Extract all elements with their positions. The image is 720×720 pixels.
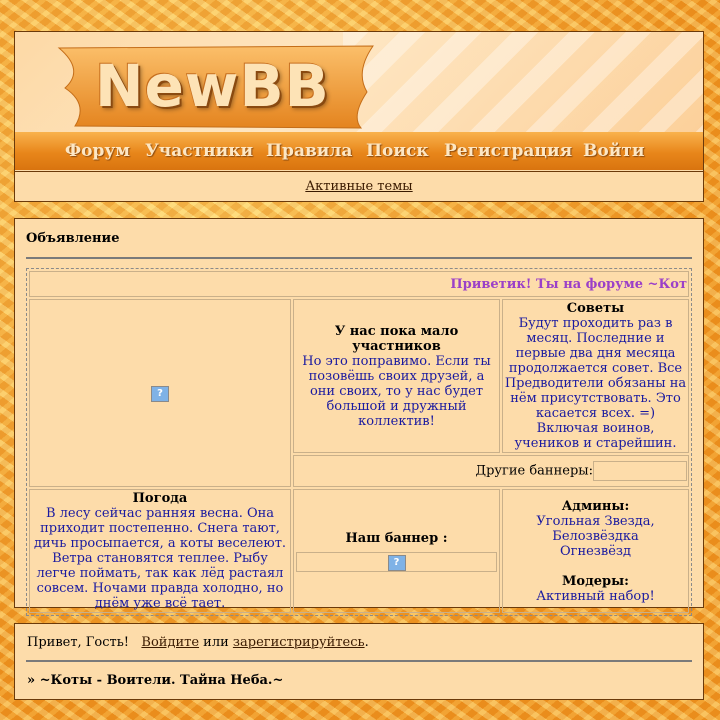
weather-text: В лесу сейчас ранняя весна. Она приходит постепенно. Снега тают, дичь просыпается, а коты веселеют. Ветра становятся теплее. Рыбу легче поймать, так как лёд растаял совсем. Ночами правда холодно, но днём уже всё тает. [33, 506, 287, 611]
other-banners-cell [293, 455, 689, 487]
welcome-panel [14, 623, 704, 700]
nav-login[interactable]: Войти [583, 141, 645, 161]
welcome-line: Привет, Гость! Войдите или зарегистрируйтесь. [27, 635, 369, 650]
logo[interactable] [55, 42, 381, 130]
logo-text: NewBB [95, 52, 330, 120]
active-topics-bar [15, 171, 703, 203]
members-text: Но это поправимо. Если ты позовёшь своих друзей, а они своих, то у нас будет большой и дружный коллектив! [302, 353, 491, 429]
forum-name: » ~Коты - Воители. Тайна Неба.~ [27, 673, 284, 688]
divider [26, 257, 692, 259]
other-banners-slot[interactable] [593, 461, 687, 481]
our-banner-cell [293, 489, 500, 613]
other-banners-label: Другие баннеры: [475, 463, 593, 479]
advice-cell [502, 299, 689, 453]
moders-text: Активный набор! [536, 588, 655, 604]
moders-title: Модеры: [562, 573, 629, 589]
announcement-panel [14, 218, 704, 611]
weather-title: Погода [132, 491, 188, 506]
login-link[interactable]: Войдите [141, 635, 200, 650]
advice-title: Советы [566, 301, 625, 316]
hello-text: Привет, Гость! [27, 635, 130, 650]
banner-decoration [343, 32, 703, 132]
weather-cell [29, 489, 291, 613]
nav-search[interactable]: Поиск [366, 141, 429, 161]
staff-cell [502, 489, 689, 613]
admin-name: Огнезвёзд [559, 543, 632, 559]
nav-members[interactable]: Участники [145, 141, 254, 161]
advice-text: Будут проходить раз в месяц. Последние и первые два дня месяца продолжается совет. Все Предводители обязаны на нём присутствовать. Это касается всех. =) Включая воинов, учеников и старейшин. [504, 316, 687, 451]
admin-name: Угольная Звезда, [536, 513, 655, 529]
nav-forum[interactable]: Форум [65, 141, 131, 161]
broken-image-icon: ? [388, 555, 406, 571]
our-banner-title: Наш баннер : [345, 530, 448, 546]
announcement-table [26, 268, 692, 616]
forum-header [14, 31, 704, 202]
header-banner [15, 32, 703, 132]
nav-register[interactable]: Регистрация [444, 141, 573, 161]
broken-image-icon: ? [151, 386, 169, 402]
nav-rules[interactable]: Правила [266, 141, 353, 161]
members-title: У нас пока мало участников [334, 323, 459, 354]
our-banner-image[interactable] [296, 552, 497, 572]
divider [26, 660, 692, 662]
active-topics-link[interactable]: Активные темы [305, 179, 413, 194]
image-cell [29, 299, 291, 487]
main-nav [15, 132, 703, 170]
members-cell [293, 299, 500, 453]
greeting-text: Приветик! Ты на форуме ~Кот [29, 271, 689, 297]
admins-title: Админы: [561, 498, 630, 514]
register-link[interactable]: зарегистрируйтесь [232, 635, 365, 650]
admin-name: Белозвёздка [552, 528, 639, 544]
announcement-title: Объявление [26, 231, 120, 246]
or-text: или [203, 635, 229, 650]
